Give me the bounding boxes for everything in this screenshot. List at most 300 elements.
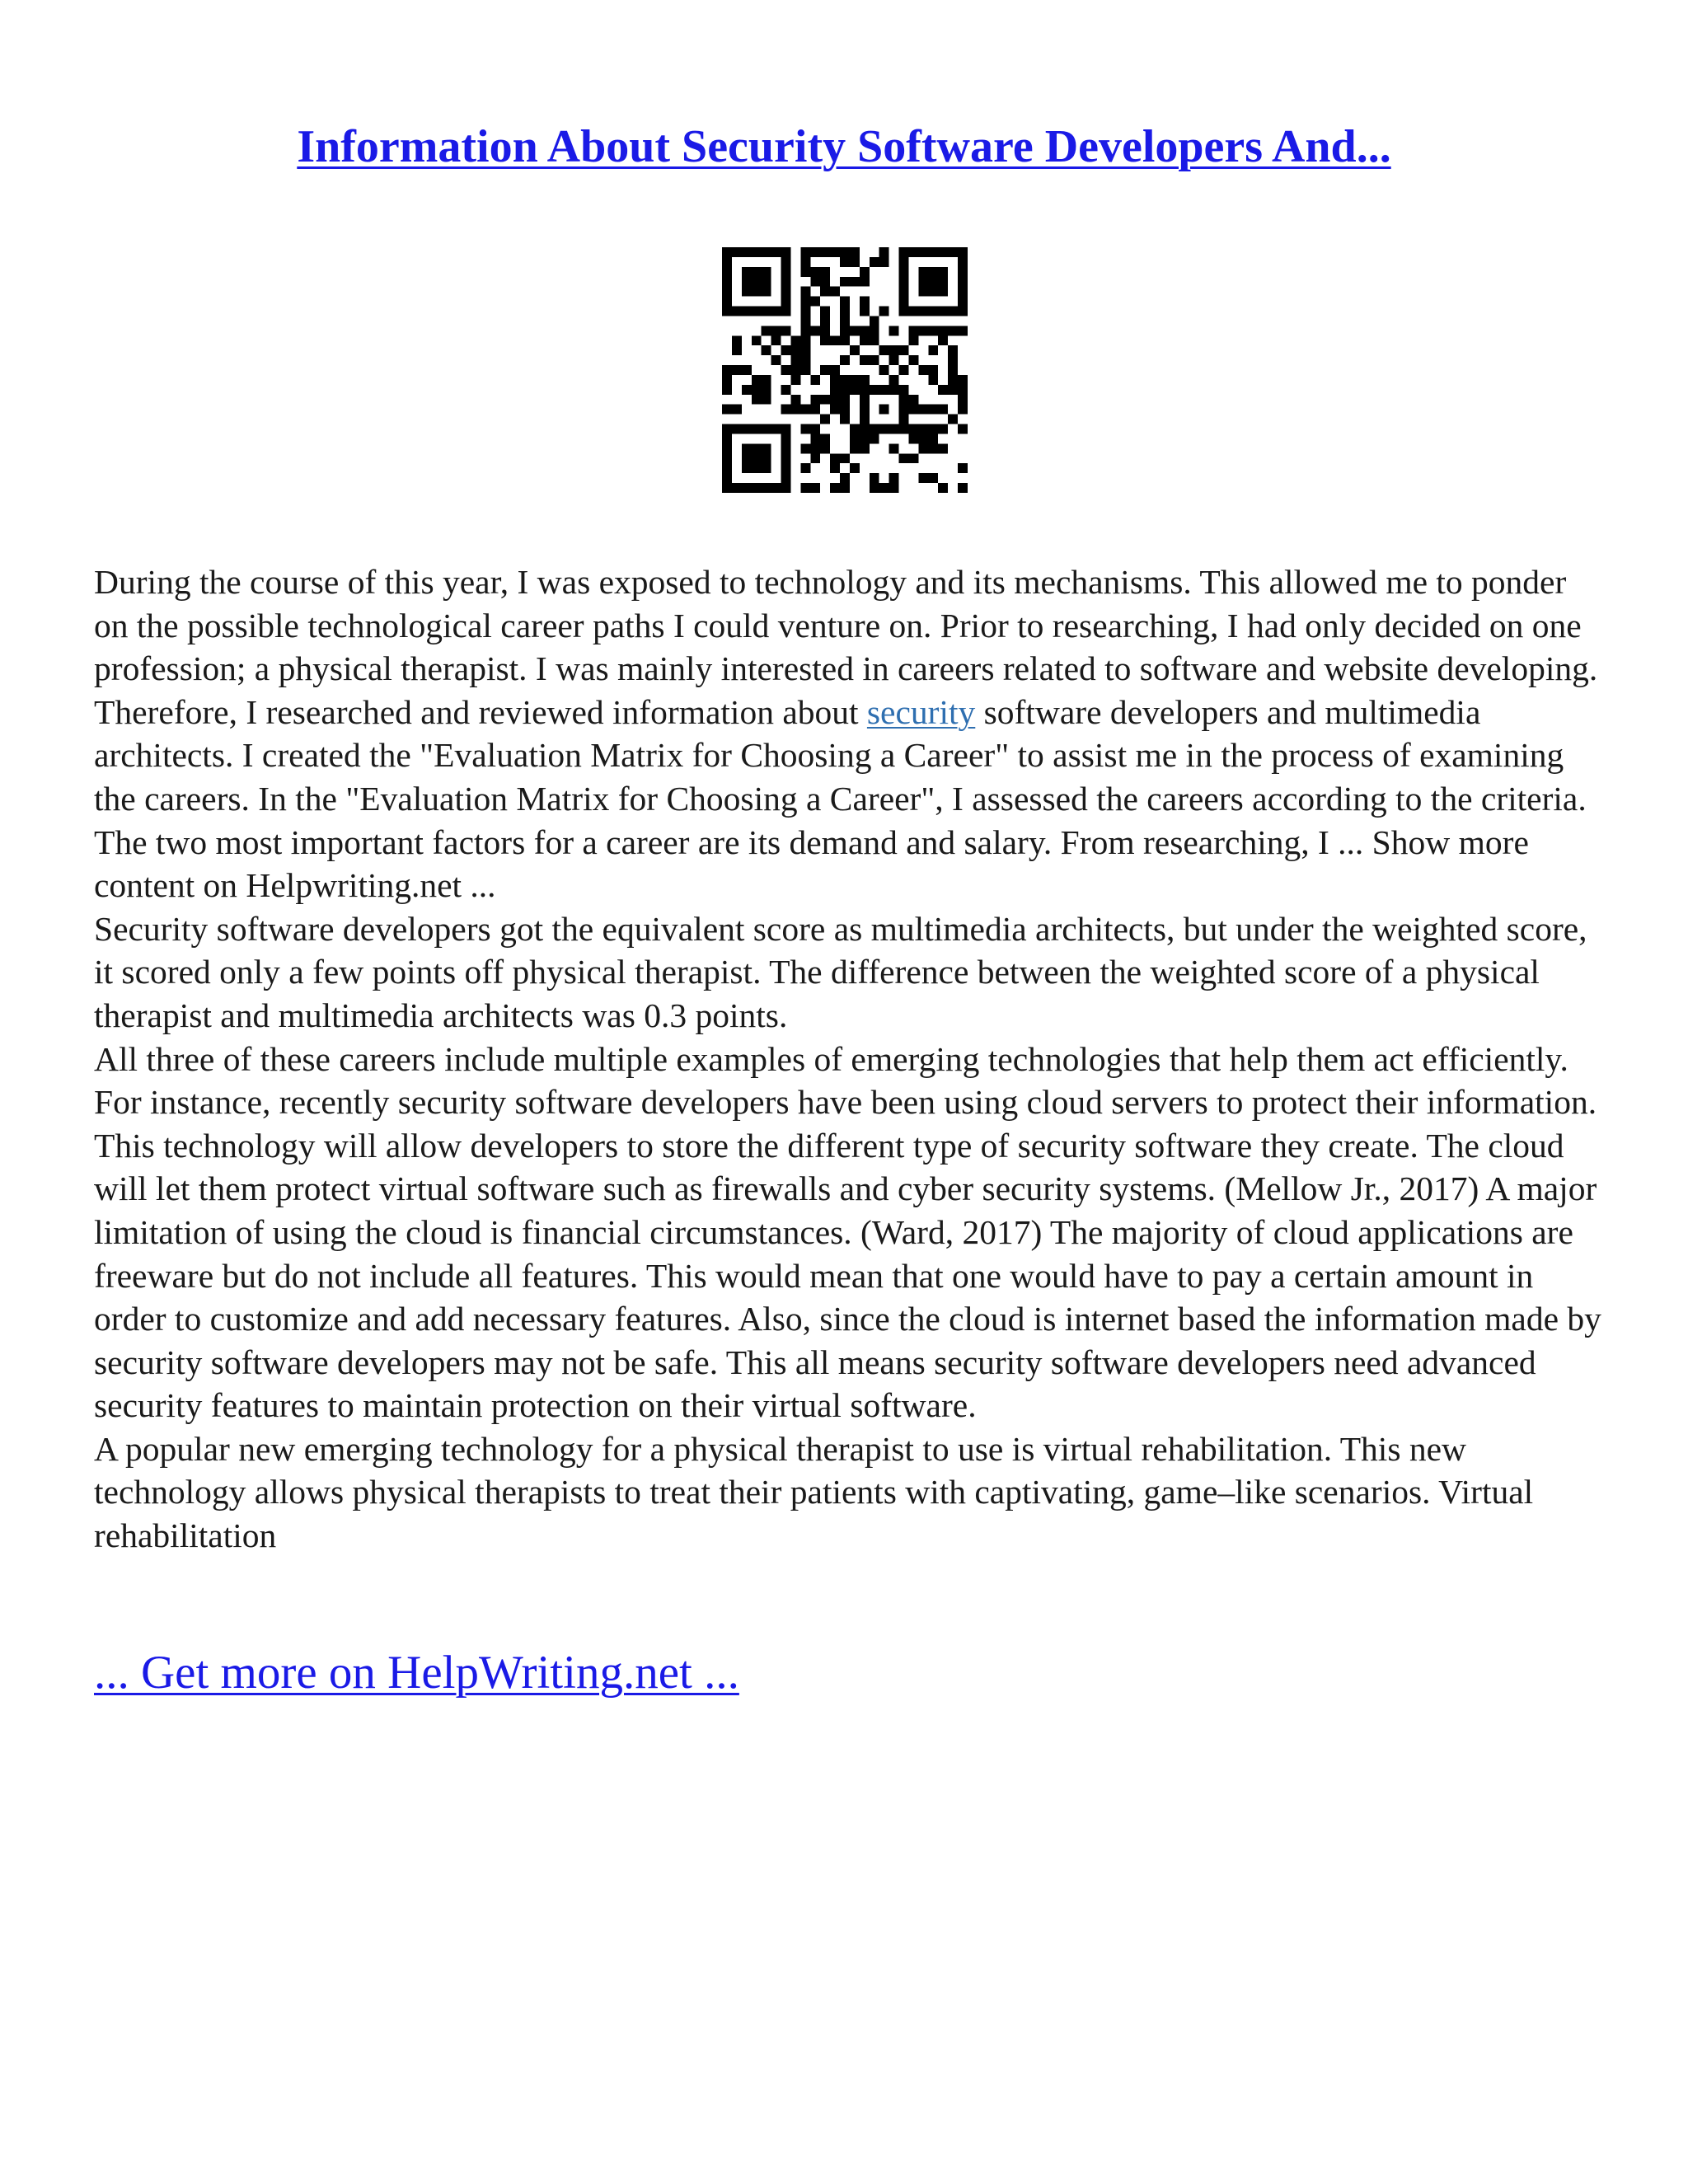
qr-module [908,355,918,365]
qr-module [800,365,810,375]
paragraph-1-text-end: software developers and multimedia architects. I created the "Evaluation Matrix for Choosing a Career" to assist me in the process of examining the careers. In the "Evaluation Matrix for Choosing a Career", I assessed the careers according to the criteria. The two most important factors for a career are its demand and salary. From researching, I ... Show more content on Helpwriting.net ... [94,692,1587,905]
qr-module [870,424,879,434]
qr-module [938,443,948,453]
qr-module [840,483,850,493]
qr-module [860,405,870,415]
qr-module [958,257,968,267]
qr-module [810,483,820,493]
qr-module [840,473,850,483]
qr-module [732,483,742,493]
qr-module [850,443,860,453]
qr-module [732,345,742,355]
qr-module [820,365,830,375]
qr-module [879,424,889,434]
qr-module [762,326,771,335]
qr-module [879,257,889,267]
qr-module [908,326,918,335]
qr-module [752,287,762,297]
qr-module [810,277,820,287]
qr-module [752,395,762,405]
qr-module [879,247,889,257]
qr-module [860,267,870,277]
qr-module [771,355,781,365]
qr-module [800,326,810,335]
qr-module [732,424,742,434]
qr-module [762,287,771,297]
qr-module [800,267,810,277]
qr-module [908,424,918,434]
paragraph-4: A popular new emerging technology for a physical therapist to use is virtual rehabilitation. This new technology allows physical therapists to treat their patients with captivating, game–like scenarios. Virtual rehabilitation [94,1429,1534,1555]
qr-module [889,443,899,453]
qr-module [918,277,928,287]
qr-module [830,385,840,395]
qr-module [948,345,958,355]
qr-module [722,297,732,307]
qr-module [899,453,909,463]
qr-module [771,483,781,493]
qr-module [908,335,918,345]
qr-module [752,385,762,395]
qr-module [870,355,879,365]
qr-module [860,277,870,287]
qr-module [742,267,752,277]
qr-module [771,247,781,257]
qr-module [722,247,732,257]
qr-module [840,355,850,365]
qr-module [820,395,830,405]
qr-module [908,453,918,463]
qr-module [810,434,820,443]
qr-module [948,365,958,375]
qr-module [830,453,840,463]
page-title-link[interactable]: Information About Security Software Developers And... [297,121,1391,172]
qr-module [762,247,771,257]
qr-module [771,335,781,345]
qr-module [948,355,958,365]
qr-module [781,405,791,415]
qr-module [830,483,840,493]
qr-module [781,463,791,473]
qr-module [762,385,771,395]
qr-module [722,424,732,434]
qr-module [928,287,938,297]
paragraph-2: Security software developers got the equivalent score as multimedia architects, but under the weighted score, it scored only a few points off physical therapist. The difference between the weighted score of a physical therapist and multimedia architects was 0.3 points. [94,909,1587,1034]
qr-module [860,424,870,434]
qr-module [830,395,840,405]
qr-module [918,424,928,434]
qr-module [762,453,771,463]
qr-module [790,405,800,415]
qr-module [781,345,791,355]
qr-module [948,385,958,395]
qr-module [840,385,850,395]
qr-module [889,483,899,493]
qr-module [889,385,899,395]
qr-module [722,307,732,316]
qr-module [860,443,870,453]
qr-module [918,434,928,443]
qr-module [781,277,791,287]
qr-module [762,424,771,434]
qr-module [742,463,752,473]
qr-module [928,424,938,434]
qr-module [771,307,781,316]
qr-module [958,375,968,385]
paragraph-1-text-start: During the course of this year, I was exposed to technology and its mechanisms. This allowed me to ponder on the possible technological career paths I could venture on. Prior to researching, I had only decided on one profession; a physical therapist. I was mainly interested in careers related to software and website developing. Therefore, I researched and reviewed information about [94,563,1598,731]
qr-module [938,247,948,257]
qr-module [899,297,909,307]
qr-module [810,326,820,335]
qr-module [918,267,928,277]
qr-module [781,257,791,267]
qr-module [830,247,840,257]
qr-module [752,443,762,453]
qr-module [762,345,771,355]
qr-module [879,365,889,375]
qr-module [840,395,850,405]
qr-module [958,267,968,277]
qr-module [752,267,762,277]
qr-module [790,345,800,355]
qr-module [742,424,752,434]
qr-module [928,443,938,453]
qr-module [762,483,771,493]
qr-module [820,316,830,326]
qr-module [781,365,791,375]
qr-module [860,415,870,424]
qr-module [958,277,968,287]
qr-module [938,307,948,316]
qr-module [938,385,948,395]
qr-module [958,297,968,307]
qr-module [918,247,928,257]
qr-module [742,277,752,287]
qr-module [860,385,870,395]
qr-module [928,375,938,385]
qr-module [928,405,938,415]
qr-module [928,247,938,257]
qr-module [781,326,791,335]
qr-module [781,307,791,316]
qr-module [948,247,958,257]
qr-module [771,326,781,335]
qr-module [752,307,762,316]
qr-module [820,335,830,345]
qr-module [938,483,948,493]
qr-module [928,267,938,277]
qr-module [928,473,938,483]
qr-module [781,424,791,434]
qr-module [800,257,810,267]
qr-module [810,247,820,257]
qr-module [840,316,850,326]
qr-module [928,277,938,287]
qr-module [742,453,752,463]
qr-module [958,483,968,493]
qr-module [899,247,909,257]
qr-module [800,483,810,493]
qr-module [722,287,732,297]
qr-module [870,483,879,493]
qr-module [958,405,968,415]
qr-module [948,415,958,424]
qr-module [732,247,742,257]
qr-module [860,326,870,335]
qr-module [840,405,850,415]
qr-module [752,463,762,473]
qr-module [918,307,928,316]
qr-module [840,326,850,335]
qr-module [899,415,909,424]
qr-module [781,473,791,483]
qr-module [899,405,909,415]
qr-module [908,395,918,405]
qr-module [752,453,762,463]
qr-module [908,247,918,257]
qr-module [752,277,762,287]
qr-module [938,405,948,415]
qr-module [810,443,820,453]
qr-module [918,365,928,375]
qr-module [742,385,752,395]
qr-module [870,316,879,326]
qr-module [879,307,889,316]
qr-module [790,335,800,345]
qr-module [899,257,909,267]
qr-module [860,375,870,385]
qr-module [860,434,870,443]
qr-module [752,375,762,385]
qr-module [899,307,909,316]
qr-module [820,443,830,453]
qr-module [889,355,899,365]
qr-module [830,375,840,385]
qr-module [800,405,810,415]
qr-module [860,297,870,307]
qr-module [820,415,830,424]
qr-module [810,453,820,463]
qr-module [879,345,889,355]
article-body [94,560,1602,1558]
qr-module [742,247,752,257]
qr-module [830,463,840,473]
qr-module [781,453,791,463]
qr-module [850,345,860,355]
qr-module [781,297,791,307]
qr-module [958,247,968,257]
qr-module [732,365,742,375]
qr-module [870,434,879,443]
qr-module [879,405,889,415]
qr-module [860,307,870,316]
qr-module [948,375,958,385]
qr-module [800,424,810,434]
qr-module [840,257,850,267]
qr-module [810,424,820,434]
qr-module [840,453,850,463]
qr-module [889,375,899,385]
qr-module [938,287,948,297]
qr-module [908,405,918,415]
qr-module [742,483,752,493]
qr-module [820,267,830,277]
qr-module [850,326,860,335]
qr-module [781,443,791,453]
qr-module [722,267,732,277]
qr-module [850,277,860,287]
qr-module [722,277,732,287]
qr-module [860,335,870,345]
qr-module [790,355,800,365]
qr-module [742,287,752,297]
qr-module [840,375,850,385]
qr-module [889,326,899,335]
qr-module [810,405,820,415]
qr-module [762,443,771,453]
qr-module [820,277,830,287]
qr-module [722,463,732,473]
qr-module [722,483,732,493]
qr-module [722,375,732,385]
qr-module [840,247,850,257]
qr-module [908,307,918,316]
qr-module [781,483,791,493]
qr-module [722,257,732,267]
qr-module [938,424,948,434]
qr-module [722,443,732,453]
qr-module [928,307,938,316]
qr-module [938,267,948,277]
qr-module [790,375,800,385]
qr-module [850,463,860,473]
qr-module [899,424,909,434]
qr-module [870,326,879,335]
qr-module [899,345,909,355]
qr-module [938,326,948,335]
qr-module [722,365,732,375]
qr-module [762,267,771,277]
qr-module [830,365,840,375]
qr-module [790,395,800,405]
qr-module [860,355,870,365]
qr-module [732,405,742,415]
qr-module [762,307,771,316]
qr-module [918,443,928,453]
qr-module [889,424,899,434]
qr-module [752,483,762,493]
qr-module [722,473,732,483]
qr-module [928,365,938,375]
qr-module [928,345,938,355]
qr-module [762,395,771,405]
qr-module [810,395,820,405]
qr-module [840,415,850,424]
qr-code-icon [722,247,968,493]
qr-module [948,326,958,335]
qr-module [742,443,752,453]
qr-module [879,385,889,395]
qr-module [800,463,810,473]
qr-module [958,463,968,473]
qr-module [810,267,820,277]
qr-module [781,247,791,257]
qr-module [899,287,909,297]
qr-module [908,434,918,443]
qr-module [800,287,810,297]
qr-module [820,434,830,443]
qr-module [958,326,968,335]
qr-module [958,424,968,434]
qr-module [732,335,742,345]
qr-module [742,365,752,375]
qr-module [850,434,860,443]
qr-module [918,287,928,297]
qr-module [762,463,771,473]
qr-module [850,385,860,395]
qr-module [899,365,909,375]
qr-module [810,297,820,307]
qr-module [938,277,948,287]
qr-module [781,385,791,395]
qr-module [899,385,909,395]
qr-module [810,375,820,385]
qr-module [870,257,879,267]
qr-module [752,247,762,257]
qr-module [918,326,928,335]
qr-module [820,307,830,316]
qr-module [800,345,810,355]
security-link[interactable]: security [866,692,976,731]
paragraph-3: All three of these careers include multiple examples of emerging technologies that help them act efficiently. For instance, recently security software developers have been using cloud servers to protect their information. This technology will allow developers to store the different type of security software they create. The cloud will let them protect virtual software such as firewalls and cyber security systems. (Mellow Jr., 2017) A major limitation of using the cloud is financial circumstances. (Ward, 2017) The majority of cloud applications are freeware but do not include all features. This would mean that one would have to pay a certain amount in order to customize and add necessary features. Also, since the cloud is internet based the information made by security software developers may not be safe. This all means security software developers need advanced security features to maintain protection on their virtual software. [94,1039,1601,1425]
qr-module [899,395,909,405]
get-more-link[interactable]: ... Get more on HelpWriting.net ... [94,1647,739,1699]
qr-module [820,287,830,297]
qr-module [840,307,850,316]
qr-module [781,287,791,297]
qr-module [800,443,810,453]
qr-module [899,267,909,277]
qr-module [840,277,850,287]
qr-module [820,247,830,257]
qr-module [800,297,810,307]
qr-module [732,307,742,316]
qr-module [938,335,948,345]
qr-module [958,307,968,316]
qr-module [790,365,800,375]
qr-module [722,405,732,415]
qr-module [889,345,899,355]
qr-module [860,395,870,405]
qr-module [870,335,879,345]
qr-module [722,453,732,463]
qr-module [771,424,781,434]
qr-module [958,395,968,405]
qr-module [958,385,968,395]
qr-module [830,287,840,297]
qr-module [928,434,938,443]
qr-module [840,335,850,345]
qr-module [918,473,928,483]
qr-module [752,424,762,434]
qr-module [889,473,899,483]
qr-module [752,335,762,345]
qr-module [781,434,791,443]
qr-module [800,316,810,326]
qr-module [850,257,860,267]
qr-module [870,473,879,483]
qr-module [762,277,771,287]
qr-module [840,297,850,307]
